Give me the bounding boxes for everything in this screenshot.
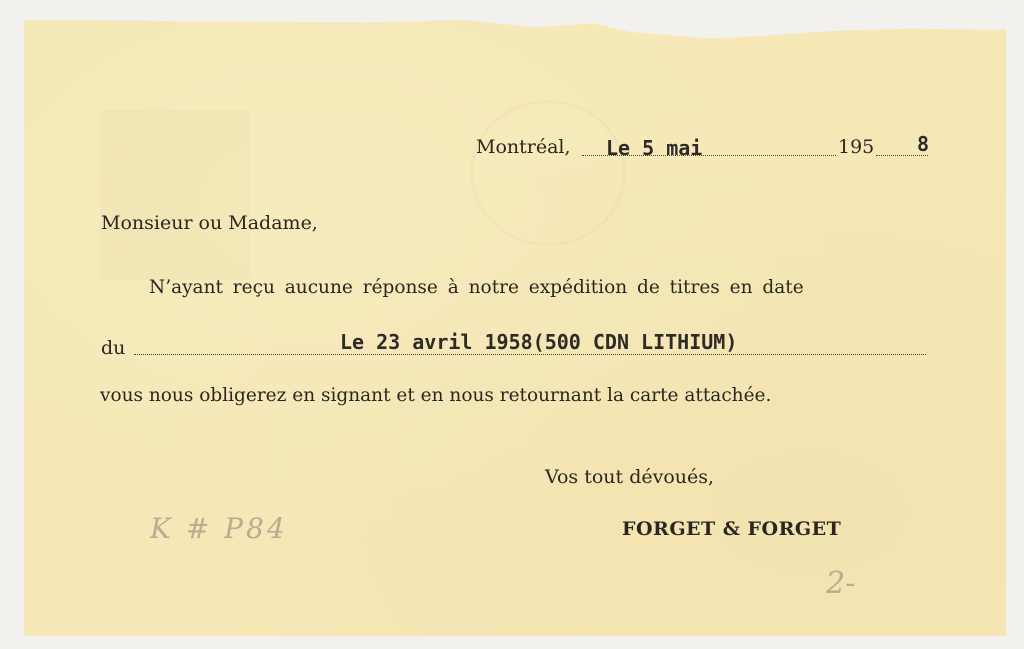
city-label: Montréal, bbox=[476, 136, 571, 158]
closing: Vos tout dévoués, bbox=[545, 466, 715, 488]
year-prefix: 195 bbox=[838, 136, 875, 158]
signature-block: FORGET & FORGET bbox=[622, 518, 842, 540]
pencil-annotation-right: 2- bbox=[826, 566, 856, 601]
typed-reference: Le 23 avril 1958(500 CDN LITHIUM) bbox=[340, 330, 738, 354]
salutation: Monsieur ou Madame, bbox=[101, 212, 318, 234]
show-through-marks bbox=[100, 110, 250, 280]
typed-year-digit: 8 bbox=[917, 132, 930, 156]
body-line-2-prefix: du bbox=[101, 337, 126, 359]
typed-date: Le 5 mai bbox=[606, 136, 703, 160]
reference-dotted-line bbox=[134, 354, 926, 355]
pencil-annotation-left: K # P84 bbox=[150, 512, 288, 545]
body-line-3: vous nous obligerez en signant et en nous retournant la carte attachée. bbox=[100, 385, 772, 406]
show-through-stamp bbox=[470, 100, 626, 246]
body-line-1: N’ayant reçu aucune réponse à notre expédition de titres en date bbox=[149, 277, 804, 298]
